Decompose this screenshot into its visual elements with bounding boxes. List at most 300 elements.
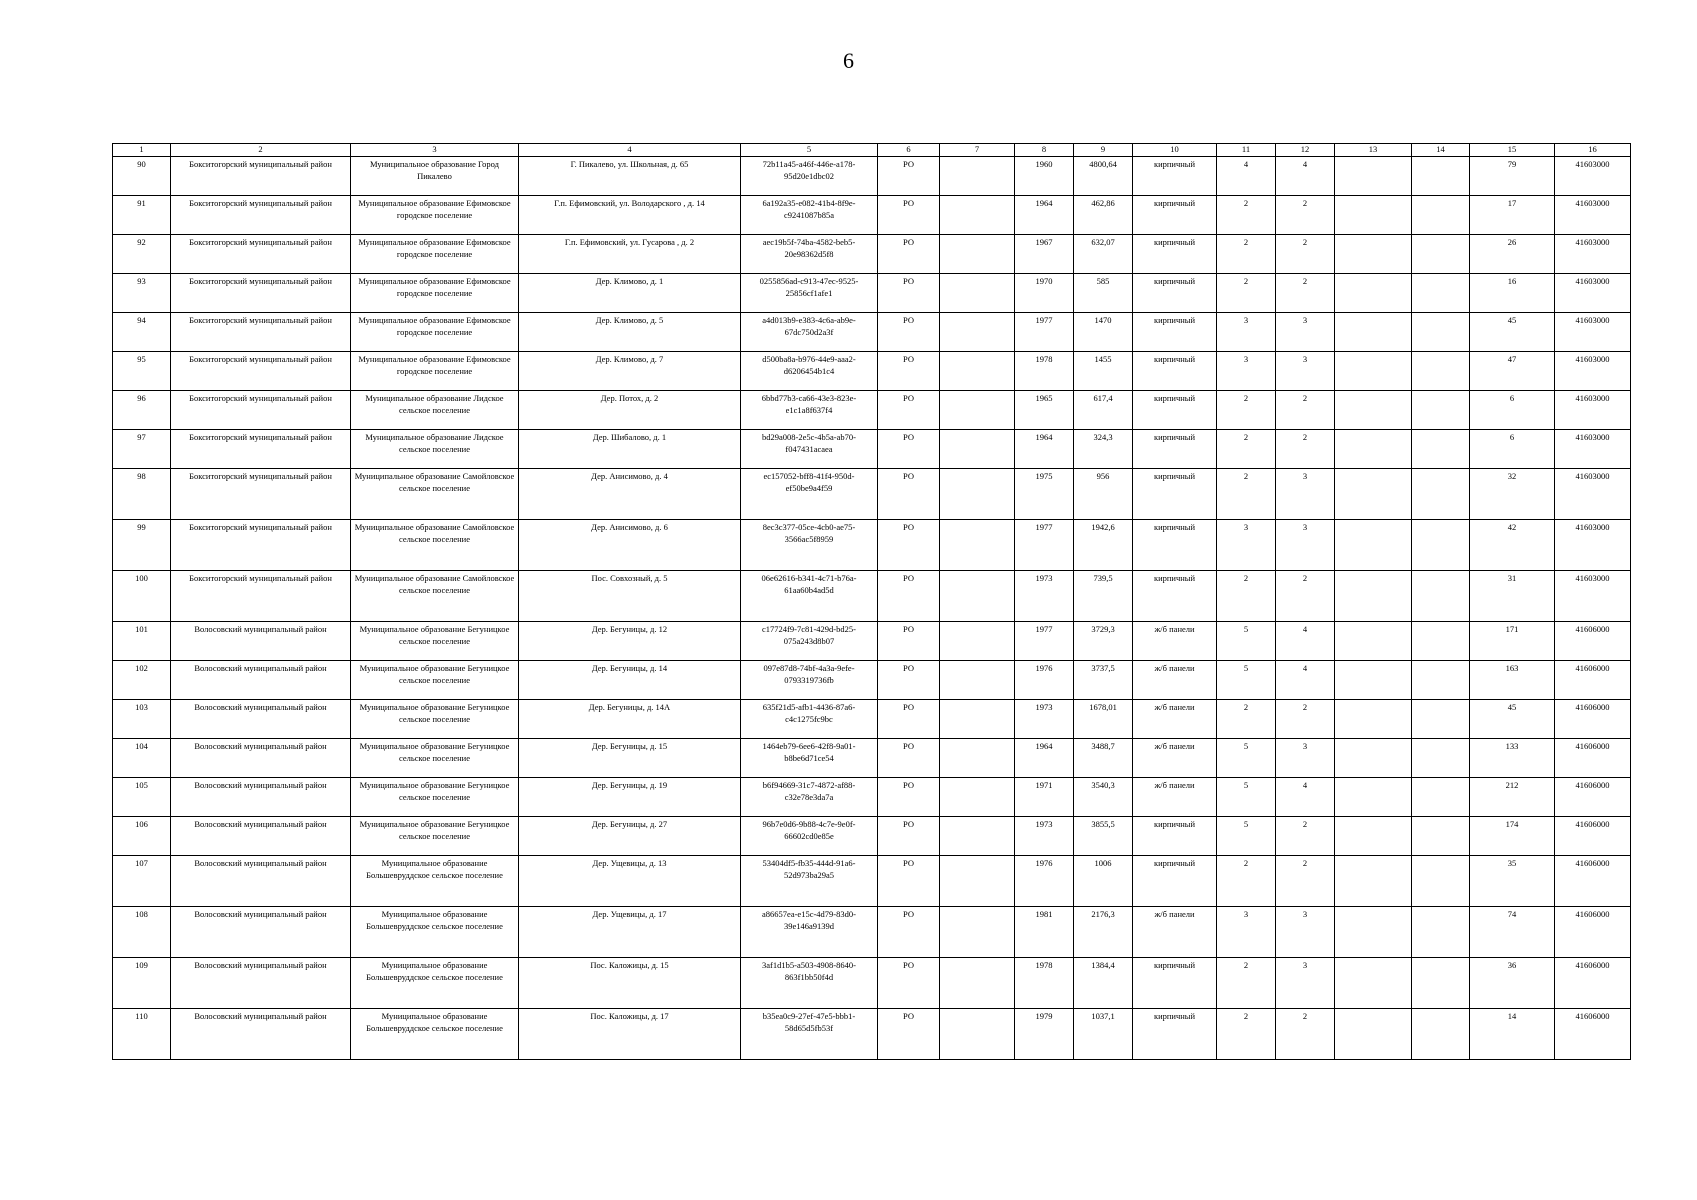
table-cell: Волосовский муниципальный район — [171, 661, 351, 700]
table-cell: кирпичный — [1133, 352, 1217, 391]
table-cell: 32 — [1470, 469, 1555, 520]
table-cell: 16 — [1470, 274, 1555, 313]
table-cell — [940, 520, 1015, 571]
table-cell: Бокситогорский муниципальный район — [171, 196, 351, 235]
table-cell — [1335, 1009, 1412, 1060]
table-cell: 3 — [1276, 907, 1335, 958]
table-row — [113, 856, 1631, 907]
table-cell — [1335, 313, 1412, 352]
table-cell — [1412, 196, 1470, 235]
column-header: 14 — [1412, 144, 1470, 157]
table-cell: 92 — [113, 235, 171, 274]
table-cell: 45 — [1470, 313, 1555, 352]
table-cell — [940, 661, 1015, 700]
table-cell: Дер. Климово, д. 7 — [519, 352, 741, 391]
table-row — [113, 571, 1631, 622]
table-cell: 133 — [1470, 739, 1555, 778]
table-cell: 100 — [113, 571, 171, 622]
table-cell: Дер. Климово, д. 1 — [519, 274, 741, 313]
table-cell — [1412, 700, 1470, 739]
table-cell: 5 — [1217, 739, 1276, 778]
table-cell: Бокситогорский муниципальный район — [171, 391, 351, 430]
table-cell: 2 — [1217, 700, 1276, 739]
table-cell: РО — [878, 235, 940, 274]
table-row — [113, 157, 1631, 196]
table-cell — [1335, 817, 1412, 856]
column-header: 15 — [1470, 144, 1555, 157]
table-cell — [1412, 907, 1470, 958]
table-cell: b6f94669-31c7-4872-af88-c32e78e3da7a — [741, 778, 878, 817]
table-row — [113, 817, 1631, 856]
table-cell: aec19b5f-74ba-4582-beb5-20e98362d5f8 — [741, 235, 878, 274]
table-cell: 14 — [1470, 1009, 1555, 1060]
table-cell: 3 — [1276, 313, 1335, 352]
table-cell: Волосовский муниципальный район — [171, 622, 351, 661]
table-cell: 5 — [1217, 817, 1276, 856]
table-cell: 2 — [1276, 700, 1335, 739]
table-cell: кирпичный — [1133, 430, 1217, 469]
table-cell — [1335, 391, 1412, 430]
table-cell: 53404df5-fb35-444d-91a6-52d973ba29a5 — [741, 856, 878, 907]
table-cell — [1412, 778, 1470, 817]
table-cell: 2 — [1217, 235, 1276, 274]
table-cell: 74 — [1470, 907, 1555, 958]
table-cell — [1412, 958, 1470, 1009]
table-cell: 2 — [1276, 1009, 1335, 1060]
table-row — [113, 235, 1631, 274]
table-cell: РО — [878, 622, 940, 661]
table-cell — [1412, 235, 1470, 274]
table-cell: 3af1d1b5-a503-4908-8640-863f1bb50f4d — [741, 958, 878, 1009]
table-cell: 3 — [1276, 958, 1335, 1009]
table-cell: 3 — [1217, 907, 1276, 958]
table-cell: 41603000 — [1555, 235, 1631, 274]
table-cell: a4d013b9-e383-4c6a-ab9e-67dc750d2a3f — [741, 313, 878, 352]
table-row — [113, 274, 1631, 313]
table-cell: РО — [878, 661, 940, 700]
table-cell: a86657ea-e15c-4d79-83d0-39e146a9139d — [741, 907, 878, 958]
table-cell — [1335, 907, 1412, 958]
table-row — [113, 958, 1631, 1009]
table-cell: 2 — [1276, 391, 1335, 430]
column-header: 2 — [171, 144, 351, 157]
table-cell: 45 — [1470, 700, 1555, 739]
table-cell: Муниципальное образование Большевруддское сельское поселение — [351, 907, 519, 958]
table-cell — [1412, 430, 1470, 469]
table-cell: 41603000 — [1555, 391, 1631, 430]
table-cell: РО — [878, 520, 940, 571]
table-cell: 3 — [1217, 352, 1276, 391]
column-header: 6 — [878, 144, 940, 157]
table-cell: 41603000 — [1555, 196, 1631, 235]
table-cell: 2176,3 — [1074, 907, 1133, 958]
table-cell: Муниципальное образование Ефимовское городское поселение — [351, 352, 519, 391]
table-row — [113, 700, 1631, 739]
table-cell: 41603000 — [1555, 571, 1631, 622]
column-header: 10 — [1133, 144, 1217, 157]
table-cell: Бокситогорский муниципальный район — [171, 157, 351, 196]
table-cell: 41603000 — [1555, 430, 1631, 469]
table-cell: Бокситогорский муниципальный район — [171, 235, 351, 274]
table-cell: 2 — [1217, 1009, 1276, 1060]
table-cell: РО — [878, 352, 940, 391]
table-cell — [1335, 235, 1412, 274]
table-cell: 41603000 — [1555, 313, 1631, 352]
table-cell — [1335, 196, 1412, 235]
table-cell: 94 — [113, 313, 171, 352]
table-cell: 6 — [1470, 391, 1555, 430]
table-cell: d500ba8a-b976-44e9-aaa2-d6206454b1c4 — [741, 352, 878, 391]
table-row — [113, 661, 1631, 700]
column-header: 3 — [351, 144, 519, 157]
table-cell: 102 — [113, 661, 171, 700]
table-cell: 1037,1 — [1074, 1009, 1133, 1060]
table-cell: РО — [878, 157, 940, 196]
table-cell: 4 — [1276, 661, 1335, 700]
table-cell — [940, 700, 1015, 739]
table-cell: Муниципальное образование Самойловское сельское поселение — [351, 520, 519, 571]
table-cell — [1412, 856, 1470, 907]
table-cell: 1678,01 — [1074, 700, 1133, 739]
table-cell: Волосовский муниципальный район — [171, 739, 351, 778]
table-cell: Бокситогорский муниципальный район — [171, 430, 351, 469]
table-cell — [1335, 157, 1412, 196]
table-cell: 2 — [1217, 856, 1276, 907]
table-cell: Волосовский муниципальный район — [171, 1009, 351, 1060]
table-cell: РО — [878, 430, 940, 469]
table-cell: 1964 — [1015, 739, 1074, 778]
table-cell: РО — [878, 196, 940, 235]
column-header: 5 — [741, 144, 878, 157]
table-cell: кирпичный — [1133, 274, 1217, 313]
table-cell: 1977 — [1015, 313, 1074, 352]
column-header: 1 — [113, 144, 171, 157]
table-cell: кирпичный — [1133, 235, 1217, 274]
table-cell: Муниципальное образование Большевруддское сельское поселение — [351, 856, 519, 907]
table-cell: Дер. Ущевицы, д. 17 — [519, 907, 741, 958]
table-cell: 1470 — [1074, 313, 1133, 352]
table-cell: 3488,7 — [1074, 739, 1133, 778]
table-cell: кирпичный — [1133, 571, 1217, 622]
table-cell: ж/б панели — [1133, 700, 1217, 739]
table-cell: Бокситогорский муниципальный район — [171, 274, 351, 313]
table-cell: 1978 — [1015, 352, 1074, 391]
table-cell: 95 — [113, 352, 171, 391]
table-cell: 41606000 — [1555, 661, 1631, 700]
table-cell — [1412, 352, 1470, 391]
table-cell — [940, 235, 1015, 274]
table-cell: Пос. Совхозный, д. 5 — [519, 571, 741, 622]
table-row — [113, 352, 1631, 391]
table-row — [113, 622, 1631, 661]
table-cell — [1412, 622, 1470, 661]
table-cell: 2 — [1276, 856, 1335, 907]
table-cell: РО — [878, 700, 940, 739]
table-cell: 103 — [113, 700, 171, 739]
table-cell: 3 — [1217, 520, 1276, 571]
table-cell: 632,07 — [1074, 235, 1133, 274]
table-cell: 107 — [113, 856, 171, 907]
table-cell: 4 — [1276, 778, 1335, 817]
table-cell: Волосовский муниципальный район — [171, 778, 351, 817]
page-number: 6 — [843, 48, 854, 73]
table-cell — [1335, 274, 1412, 313]
table-cell: Муниципальное образование Бегуницкое сельское поселение — [351, 700, 519, 739]
table-cell: 1942,6 — [1074, 520, 1133, 571]
table-cell: 2 — [1276, 274, 1335, 313]
column-header: 8 — [1015, 144, 1074, 157]
table-cell: 6 — [1470, 430, 1555, 469]
table-cell — [940, 856, 1015, 907]
table-cell: 2 — [1217, 196, 1276, 235]
table-cell: Бокситогорский муниципальный район — [171, 352, 351, 391]
table-cell: 1973 — [1015, 571, 1074, 622]
table-cell: Муниципальное образование Бегуницкое сельское поселение — [351, 661, 519, 700]
table-cell: ec157052-bff8-41f4-950d-ef50be9a4f59 — [741, 469, 878, 520]
table-cell: 1455 — [1074, 352, 1133, 391]
table-cell: Дер. Анисимово, д. 4 — [519, 469, 741, 520]
table-cell: Муниципальное образование Ефимовское городское поселение — [351, 235, 519, 274]
table-cell: Бокситогорский муниципальный район — [171, 571, 351, 622]
table-cell: c17724f9-7c81-429d-bd25-075a243d8b07 — [741, 622, 878, 661]
table-cell: Волосовский муниципальный район — [171, 958, 351, 1009]
table-cell: 5 — [1217, 661, 1276, 700]
table-cell: 72b11a45-a46f-446e-a178-95d20e1dbc02 — [741, 157, 878, 196]
table-cell: Дер. Бегуницы, д. 14А — [519, 700, 741, 739]
table-cell — [1335, 856, 1412, 907]
table-cell: Дер. Шибалово, д. 1 — [519, 430, 741, 469]
table-row — [113, 469, 1631, 520]
table-cell: 35 — [1470, 856, 1555, 907]
table-cell — [1412, 469, 1470, 520]
table-cell: ж/б панели — [1133, 907, 1217, 958]
table-cell: 3 — [1276, 520, 1335, 571]
table-cell — [1412, 391, 1470, 430]
table-cell: 0255856ad-c913-47ec-9525-25856cf1afe1 — [741, 274, 878, 313]
column-header: 11 — [1217, 144, 1276, 157]
table-cell — [940, 430, 1015, 469]
table-cell — [940, 739, 1015, 778]
table-cell: 617,4 — [1074, 391, 1133, 430]
table-cell — [940, 622, 1015, 661]
table-cell: 4 — [1217, 157, 1276, 196]
table-cell: 17 — [1470, 196, 1555, 235]
table-cell — [1412, 313, 1470, 352]
table-cell: Бокситогорский муниципальный район — [171, 520, 351, 571]
table-cell: Бокситогорский муниципальный район — [171, 313, 351, 352]
table-cell: Волосовский муниципальный район — [171, 907, 351, 958]
table-cell — [1412, 817, 1470, 856]
table-cell: 3737,5 — [1074, 661, 1133, 700]
table-cell: Дер. Бегуницы, д. 12 — [519, 622, 741, 661]
table-cell — [1335, 622, 1412, 661]
table-cell: 1975 — [1015, 469, 1074, 520]
table-cell: 2 — [1217, 391, 1276, 430]
table-cell: 2 — [1217, 274, 1276, 313]
table-cell: 2 — [1217, 430, 1276, 469]
table-cell: Дер. Бегуницы, д. 15 — [519, 739, 741, 778]
table-cell: РО — [878, 739, 940, 778]
column-number-row — [113, 144, 1631, 157]
table-cell: 41603000 — [1555, 520, 1631, 571]
table-cell: кирпичный — [1133, 958, 1217, 1009]
table-cell: Г.п. Ефимовский, ул. Гусарова , д. 2 — [519, 235, 741, 274]
table-cell: 097e87d8-74bf-4a3a-9efe-0793319736fb — [741, 661, 878, 700]
table-cell — [1335, 739, 1412, 778]
column-header: 16 — [1555, 144, 1631, 157]
table-cell: 2 — [1217, 571, 1276, 622]
table-cell — [1412, 661, 1470, 700]
table-cell: 106 — [113, 817, 171, 856]
table-cell: 1384,4 — [1074, 958, 1133, 1009]
table-cell: 3855,5 — [1074, 817, 1133, 856]
table-cell: Муниципальное образование Лидское сельское поселение — [351, 391, 519, 430]
table-cell: 110 — [113, 1009, 171, 1060]
table-cell: Пос. Каложицы, д. 15 — [519, 958, 741, 1009]
table-cell: Г.п. Ефимовский, ул. Володарского , д. 14 — [519, 196, 741, 235]
table-cell — [1412, 571, 1470, 622]
table-cell: 585 — [1074, 274, 1133, 313]
table-cell: 97 — [113, 430, 171, 469]
table-cell — [940, 313, 1015, 352]
table-cell — [940, 352, 1015, 391]
table-cell: 462,86 — [1074, 196, 1133, 235]
table-cell: Дер. Бегуницы, д. 19 — [519, 778, 741, 817]
table-cell: 4800,64 — [1074, 157, 1133, 196]
table-cell — [940, 907, 1015, 958]
table-cell: 212 — [1470, 778, 1555, 817]
table-cell — [940, 469, 1015, 520]
table-cell: 41606000 — [1555, 739, 1631, 778]
table-cell: 4 — [1276, 157, 1335, 196]
table-cell — [1412, 157, 1470, 196]
table-cell — [940, 157, 1015, 196]
column-header: 9 — [1074, 144, 1133, 157]
table-cell: 2 — [1276, 196, 1335, 235]
table-row — [113, 196, 1631, 235]
table-cell — [1412, 1009, 1470, 1060]
table-cell: 41603000 — [1555, 157, 1631, 196]
table-cell: Муниципальное образование Город Пикалево — [351, 157, 519, 196]
table-cell: 1973 — [1015, 700, 1074, 739]
table-cell: РО — [878, 958, 940, 1009]
table-cell: 1978 — [1015, 958, 1074, 1009]
table-cell: 1981 — [1015, 907, 1074, 958]
table-cell: кирпичный — [1133, 196, 1217, 235]
table-cell: 1979 — [1015, 1009, 1074, 1060]
table-cell: кирпичный — [1133, 520, 1217, 571]
table-cell: РО — [878, 907, 940, 958]
table-cell: 3 — [1276, 739, 1335, 778]
table-header — [113, 144, 1631, 157]
table-cell — [1335, 700, 1412, 739]
table-cell: 635f21d5-afb1-4436-87a6-c4c1275fc9bc — [741, 700, 878, 739]
table-cell — [940, 196, 1015, 235]
table-row — [113, 520, 1631, 571]
table-cell: 1977 — [1015, 520, 1074, 571]
table-cell: Волосовский муниципальный район — [171, 817, 351, 856]
table-cell: Волосовский муниципальный район — [171, 700, 351, 739]
table-row — [113, 313, 1631, 352]
table-cell: 3540,3 — [1074, 778, 1133, 817]
table-cell: Пос. Каложицы, д. 17 — [519, 1009, 741, 1060]
table-cell: 1976 — [1015, 661, 1074, 700]
table-cell: Муниципальное образование Большевруддское сельское поселение — [351, 958, 519, 1009]
table-cell: ж/б панели — [1133, 739, 1217, 778]
table-cell: 26 — [1470, 235, 1555, 274]
table-cell: Муниципальное образование Ефимовское городское поселение — [351, 274, 519, 313]
table-cell: 41603000 — [1555, 469, 1631, 520]
table-cell: Муниципальное образование Самойловское сельское поселение — [351, 469, 519, 520]
table-cell: 96b7e0d6-9b88-4c7e-9e0f-66602cd0e85e — [741, 817, 878, 856]
table-cell: 91 — [113, 196, 171, 235]
table-cell: 41606000 — [1555, 700, 1631, 739]
table-cell: РО — [878, 469, 940, 520]
table-cell: 108 — [113, 907, 171, 958]
table-cell: 90 — [113, 157, 171, 196]
table-cell: 739,5 — [1074, 571, 1133, 622]
table-cell: 06e62616-b341-4c71-b76a-61aa60b4ad5d — [741, 571, 878, 622]
table-cell: 101 — [113, 622, 171, 661]
table-cell: 1960 — [1015, 157, 1074, 196]
table-cell: 41603000 — [1555, 352, 1631, 391]
table-body — [113, 157, 1631, 1060]
table-cell — [1335, 469, 1412, 520]
table-cell: 2 — [1276, 235, 1335, 274]
table-cell: ж/б панели — [1133, 778, 1217, 817]
column-header: 13 — [1335, 144, 1412, 157]
table-cell: 5 — [1217, 778, 1276, 817]
table-cell — [1412, 739, 1470, 778]
table-cell: 3 — [1276, 352, 1335, 391]
table-cell: кирпичный — [1133, 817, 1217, 856]
table-cell: 1977 — [1015, 622, 1074, 661]
table-cell: 47 — [1470, 352, 1555, 391]
table-cell: 31 — [1470, 571, 1555, 622]
table-cell — [940, 1009, 1015, 1060]
table-cell: 1006 — [1074, 856, 1133, 907]
table-row — [113, 391, 1631, 430]
table-cell: кирпичный — [1133, 856, 1217, 907]
table-cell: кирпичный — [1133, 1009, 1217, 1060]
table-cell: Дер. Бегуницы, д. 14 — [519, 661, 741, 700]
table-cell: Дер. Ущевицы, д. 13 — [519, 856, 741, 907]
table-cell: 1973 — [1015, 817, 1074, 856]
table-cell: РО — [878, 856, 940, 907]
table-cell — [1335, 571, 1412, 622]
table-cell — [940, 778, 1015, 817]
column-header: 12 — [1276, 144, 1335, 157]
table-cell: 41603000 — [1555, 274, 1631, 313]
table-cell: 1964 — [1015, 196, 1074, 235]
table-cell: ж/б панели — [1133, 661, 1217, 700]
table-cell: 96 — [113, 391, 171, 430]
table-cell: 41606000 — [1555, 1009, 1631, 1060]
table-cell: Муниципальное образование Бегуницкое сельское поселение — [351, 739, 519, 778]
table-cell: 41606000 — [1555, 817, 1631, 856]
table-row — [113, 778, 1631, 817]
housing-registry-table — [112, 143, 1631, 1060]
table-cell: 1964 — [1015, 430, 1074, 469]
table-row — [113, 739, 1631, 778]
table-cell: 3729,3 — [1074, 622, 1133, 661]
table-cell: 105 — [113, 778, 171, 817]
table-cell: 956 — [1074, 469, 1133, 520]
table-cell — [1412, 274, 1470, 313]
table-cell: 98 — [113, 469, 171, 520]
table-cell: Дер. Климово, д. 5 — [519, 313, 741, 352]
table-cell: 2 — [1276, 430, 1335, 469]
